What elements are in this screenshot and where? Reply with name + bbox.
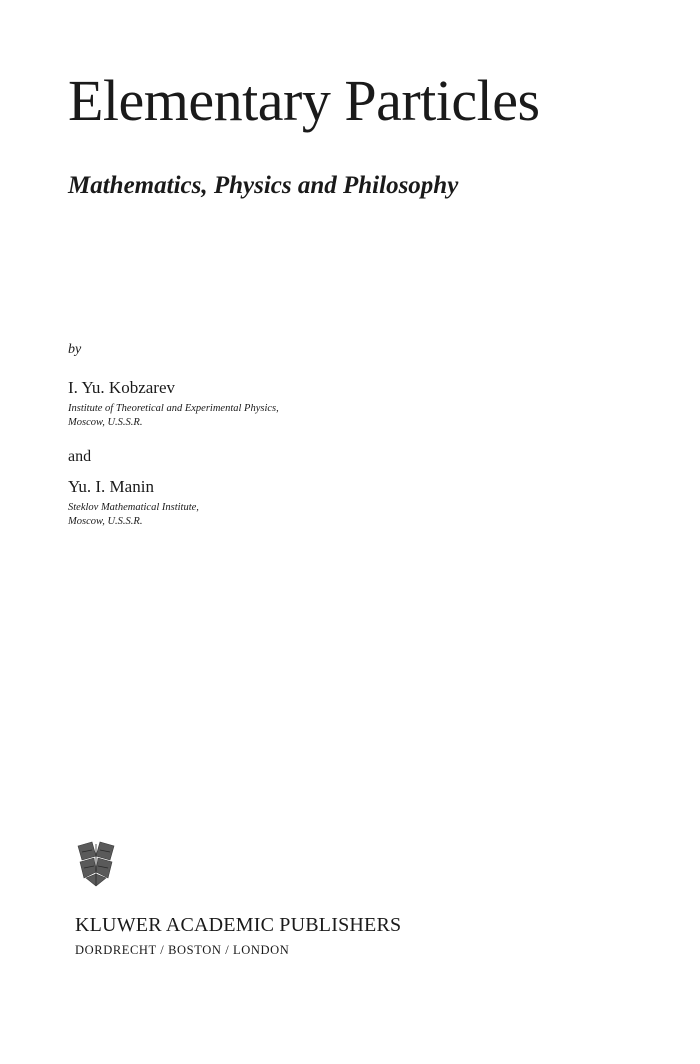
and-label: and [68,448,92,465]
publisher-name: KLUWER ACADEMIC PUBLISHERS [75,914,402,936]
publisher-cities: DORDRECHT / BOSTON / LONDON [75,943,290,957]
book-subtitle: Mathematics, Physics and Philosophy [68,172,459,199]
author-affiliation-1-line2: Moscow, U.S.S.R. [68,417,143,428]
by-label: by [68,342,82,357]
author-name-1: I. Yu. Kobzarev [68,378,175,397]
author-affiliation-2-line1: Steklov Mathematical Institute, [68,502,199,513]
author-name-2: Yu. I. Manin [68,477,154,496]
author-affiliation-1-line1: Institute of Theoretical and Experimental Physics, [68,403,279,414]
book-title: Elementary Particles [68,68,540,133]
kluwer-logo-icon [74,838,118,890]
author-affiliation-2-line2: Moscow, U.S.S.R. [68,516,143,527]
